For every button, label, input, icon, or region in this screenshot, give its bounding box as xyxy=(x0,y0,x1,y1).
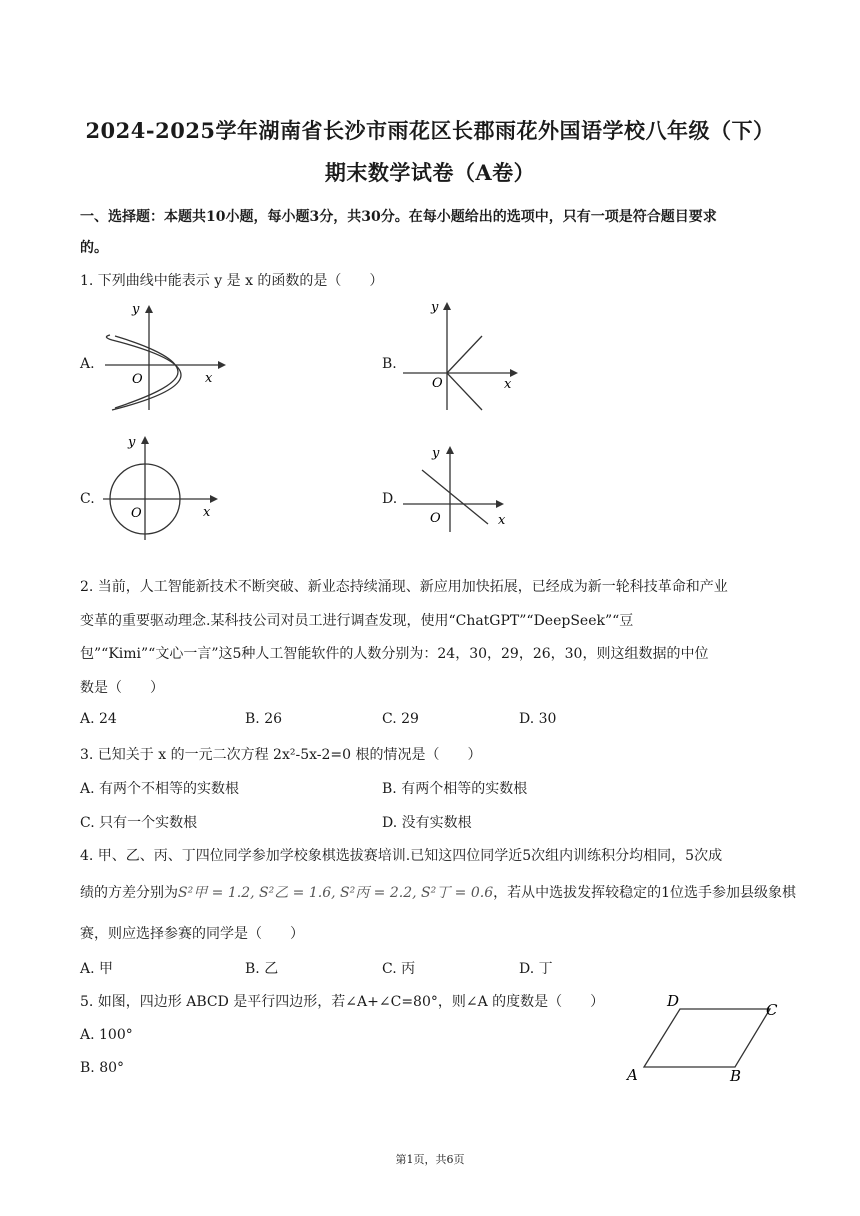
q4-line-2-pre: 绩的方差分别为 xyxy=(80,885,178,901)
svg-text:O: O xyxy=(131,506,142,521)
section-1-heading: 一、选择题：本题共10小题，每小题3分，共30分。在每小题给出的选项中，只有一项是符合题目要求 xyxy=(80,209,717,225)
svg-text:x: x xyxy=(504,377,512,392)
q2-line-3: 包”“Kimi”“文心一言”这5种人工智能软件的人数分别为：24，30，29，26，30，则这组数据的中位 xyxy=(80,646,709,662)
q4-line-2-post: ，若从中选拔发挥较稳定的1位选手参加县级象棋 xyxy=(493,885,797,901)
q2-option-a: A. 24 xyxy=(80,711,117,727)
title-line-1: 2024-2025学年湖南省长沙市雨花区长郡雨花外国语学校八年级（下） xyxy=(85,118,775,143)
q4-option-b: B. 乙 xyxy=(245,961,279,977)
q1-option-b-label: B. xyxy=(382,356,397,372)
q1-option-a-label: A. xyxy=(80,356,95,372)
q2-line-4: 数是（ ） xyxy=(80,680,164,696)
q4-option-d: D. 丁 xyxy=(519,961,553,977)
svg-text:O: O xyxy=(432,376,443,391)
q2-option-d: D. 30 xyxy=(519,711,557,727)
svg-text:x: x xyxy=(498,513,506,528)
q4-option-a: A. 甲 xyxy=(80,961,114,977)
q2-option-c: C. 29 xyxy=(382,711,419,727)
page-footer: 第1页，共6页 xyxy=(395,1153,465,1166)
q3-option-d: D. 没有实数根 xyxy=(382,815,472,831)
q1a-origin-label: O xyxy=(132,372,143,387)
q2-line-1: 2. 当前，人工智能新技术不断突破、新业态持续涌现、新应用加快拓展，已经成为新一轮科技革命和产业 xyxy=(80,579,728,595)
q2-line-2: 变革的重要驱动理念.某科技公司对员工进行调查发现，使用“ChatGPT”“DeepSeek”“豆 xyxy=(80,613,634,629)
q1-option-d-label: D. xyxy=(382,491,398,507)
q1-graph-a xyxy=(100,300,230,415)
q3-option-c: C. 只有一个实数根 xyxy=(80,815,198,831)
svg-text:y: y xyxy=(432,446,440,461)
q1-stem: 1. 下列曲线中能表示 y 是 x 的函数的是（ ） xyxy=(80,273,384,289)
q3-option-a: A. 有两个不相等的实数根 xyxy=(80,781,240,797)
q4-line-3: 赛，则应选择参赛的同学是（ ） xyxy=(80,926,304,942)
q4-line-1: 4. 甲、乙、丙、丁四位同学参加学校象棋选拔赛培训.已知这四位同学近5次组内训练积分均相同，5次成 xyxy=(80,848,723,864)
q2-option-b: B. 26 xyxy=(245,711,283,727)
q3-stem: 3. 已知关于 x 的一元二次方程 2x²-5x-2=0 根的情况是（ ） xyxy=(80,747,482,763)
q1a-x-label: x xyxy=(205,371,213,386)
q1-option-c-label: C. xyxy=(80,491,95,507)
q5-option-b: B. 80° xyxy=(80,1060,125,1076)
vertex-b-label: B xyxy=(730,1067,742,1085)
q4-option-c: C. 丙 xyxy=(382,961,416,977)
q5-option-a: A. 100° xyxy=(80,1027,133,1043)
svg-text:O: O xyxy=(430,511,441,526)
title-line-2: 期末数学试卷（A卷） xyxy=(324,160,536,185)
q4-line-2 xyxy=(80,882,796,902)
q5-parallelogram-figure xyxy=(620,990,790,1085)
q4-variance-formula: S²甲 = 1.2, S²乙 = 1.6, S²丙 = 2.2, S²丁 = 0.6 xyxy=(178,885,494,901)
vertex-c-label: C xyxy=(766,1001,778,1019)
q1-graph-d xyxy=(400,442,520,534)
q3-option-b: B. 有两个相等的实数根 xyxy=(382,781,528,797)
q5-stem: 5. 如图，四边形 ABCD 是平行四边形，若∠A+∠C=80°，则∠A 的度数是（ ） xyxy=(80,994,605,1010)
vertex-d-label: D xyxy=(667,992,680,1010)
vertex-a-label: A xyxy=(627,1066,638,1084)
q1-graph-b xyxy=(400,298,525,413)
svg-text:x: x xyxy=(203,505,211,520)
q1-graph-c xyxy=(100,432,225,544)
svg-text:y: y xyxy=(431,300,439,315)
section-1-heading-cont: 的。 xyxy=(80,240,108,256)
q1a-y-label: y xyxy=(132,302,140,317)
svg-text:y: y xyxy=(128,435,136,450)
